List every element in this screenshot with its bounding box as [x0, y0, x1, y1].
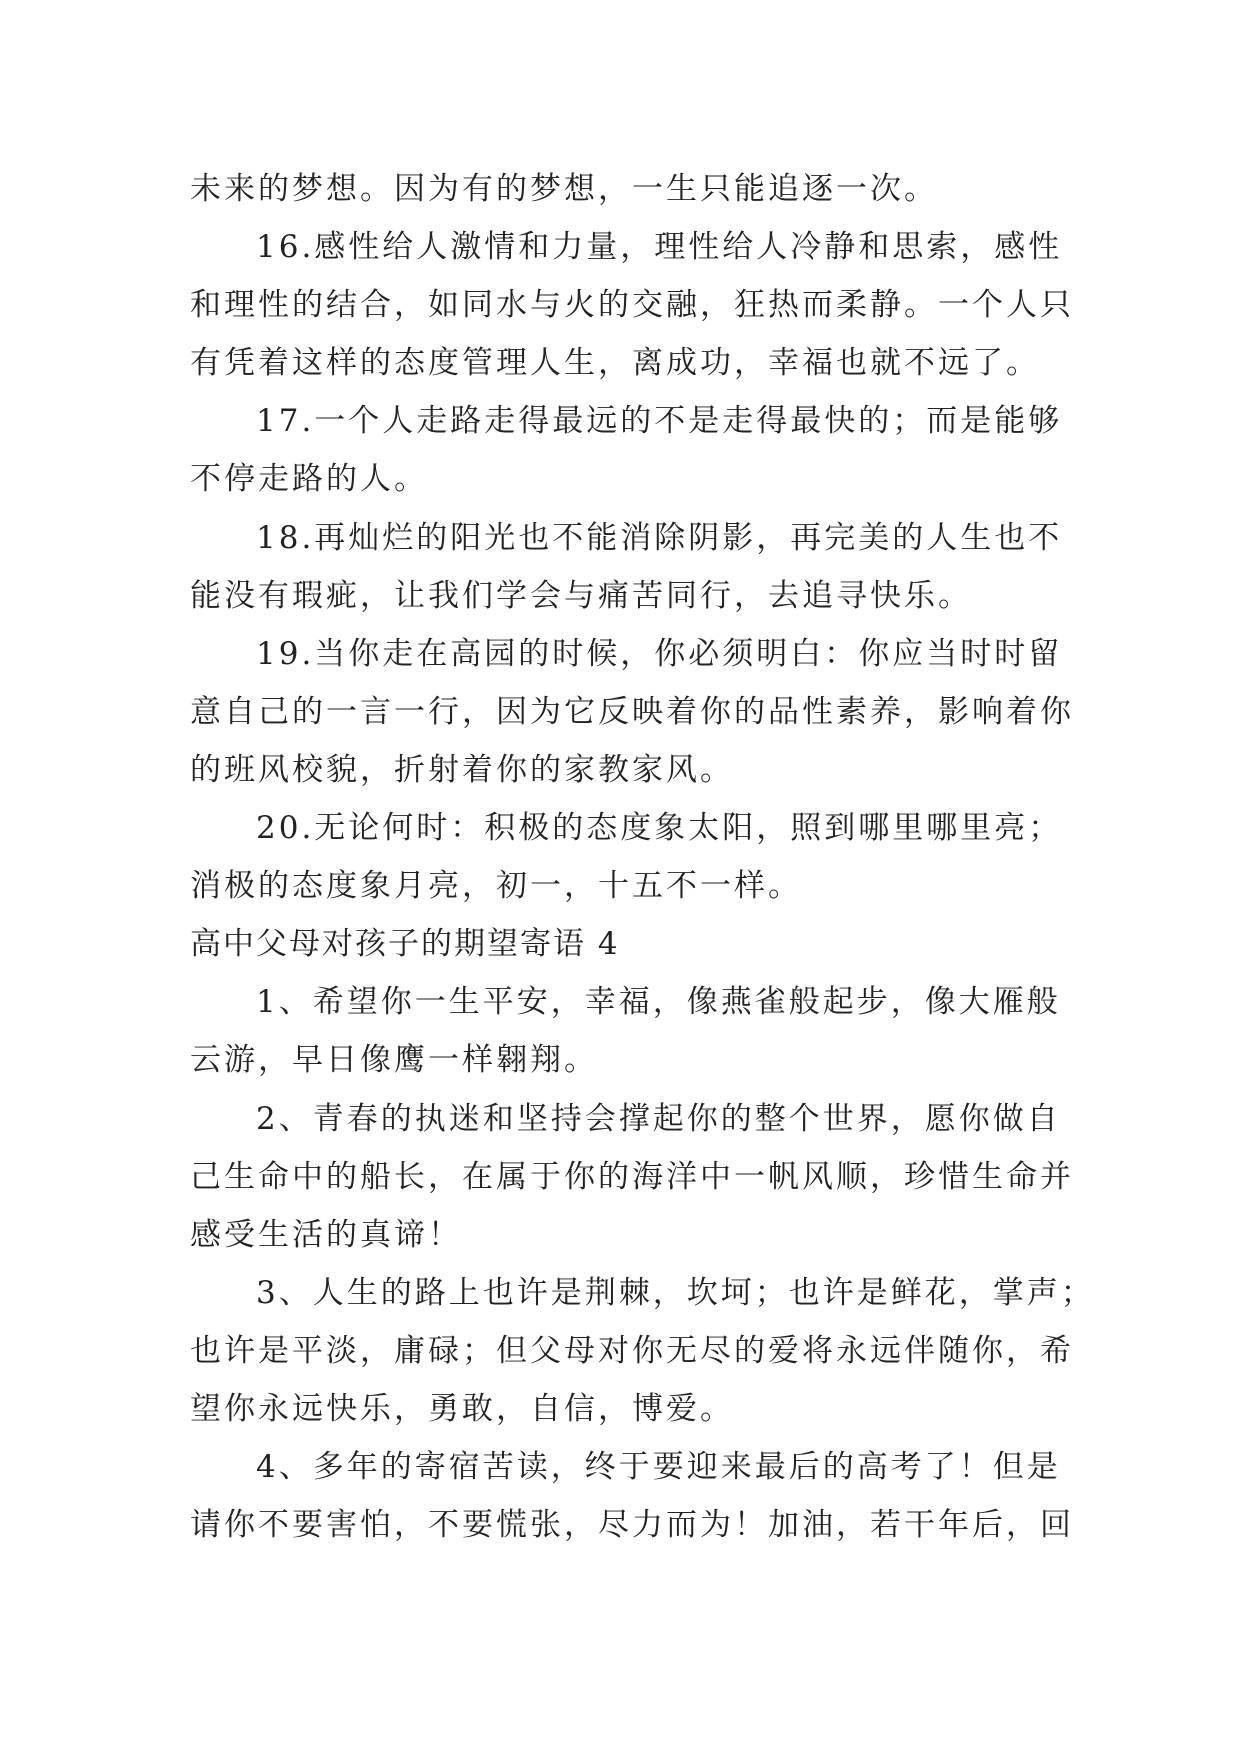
- text-line: 己生命中的船长，在属于你的海洋中一帆风顺，珍惜生命并: [190, 1158, 1074, 1195]
- text-line: 云游，早日像鹰一样翱翔。: [190, 1042, 598, 1079]
- text-line: 16.感性给人激情和力量，理性给人冷静和思索，感性: [256, 229, 1063, 266]
- text-line: 请你不要害怕，不要慌张，尽力而为！加油，若干年后，回: [190, 1507, 1074, 1544]
- text-line: 17.一个人走路走得最远的不是走得最快的；而是能够: [256, 403, 1063, 440]
- section-heading: 高中父母对孩子的期望寄语 4: [190, 926, 620, 963]
- document-body: [190, 160, 1095, 1554]
- text-line: 4、多年的寄宿苦读，终于要迎来最后的高考了！但是: [256, 1449, 1061, 1486]
- text-line: 未来的梦想。因为有的梦想，一生只能追逐一次。: [190, 171, 938, 207]
- text-line: 20.无论何时：积极的态度象太阳，照到哪里哪里亮；: [256, 810, 1063, 847]
- text-line: 能没有瑕疵，让我们学会与痛苦同行，去追寻快乐。: [190, 577, 972, 614]
- text-line: 感受生活的真谛！: [190, 1216, 462, 1253]
- text-line: 3、人生的路上也许是荆棘，坎坷；也许是鲜花，掌声；: [256, 1274, 1095, 1311]
- text-line: 19.当你走在高园的时候，你必须明白：你应当时时留: [256, 635, 1063, 672]
- text-line: 消极的态度象月亮，初一，十五不一样。: [190, 868, 802, 905]
- text-line: 2、青春的执迷和坚持会撑起你的整个世界，愿你做自: [256, 1100, 1061, 1137]
- text-line: 的班风校貌，折射着你的家教家风。: [190, 751, 734, 788]
- text-line: 望你永远快乐，勇敢，自信，博爱。: [190, 1390, 734, 1427]
- text-line: 不停走路的人。: [190, 461, 428, 498]
- text-line: 也许是平淡，庸碌；但父母对你无尽的爱将永远伴随你，希: [190, 1332, 1074, 1369]
- text-line: 有凭着这样的态度管理人生，离成功，幸福也就不远了。: [190, 345, 1040, 382]
- text-line: 1、希望你一生平安，幸福，像燕雀般起步，像大雁般: [256, 984, 1061, 1021]
- text-line: 和理性的结合，如同水与火的交融，狂热而柔静。一个人只: [190, 287, 1074, 324]
- text-line: 18.再灿烂的阳光也不能消除阴影，再完美的人生也不: [256, 519, 1063, 556]
- text-line: 意自己的一言一行，因为它反映着你的品性素养，影响着你: [190, 693, 1074, 730]
